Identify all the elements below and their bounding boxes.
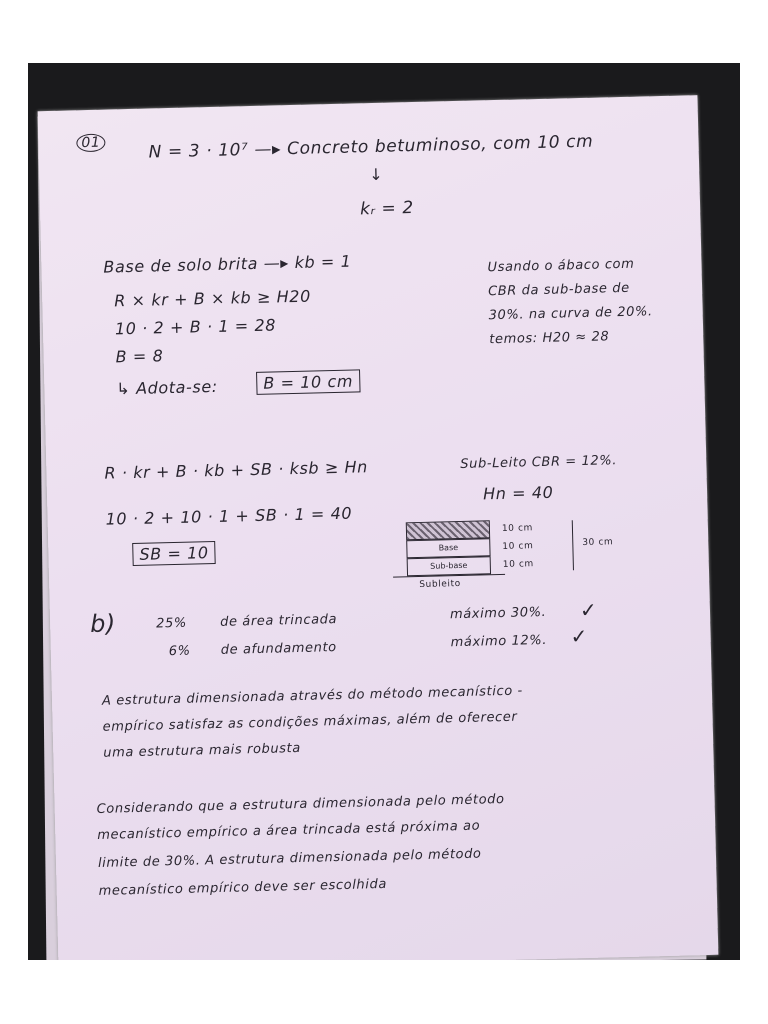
note-line-4: temos: H20 ≈ 28 <box>489 329 610 348</box>
paragraph1-line3: uma estrutura mais robusta <box>103 740 302 761</box>
note-line-2: CBR da sub-base de <box>487 280 630 300</box>
down-arrow: ↓ <box>369 164 384 185</box>
sb-value: SB = 10 <box>132 541 216 566</box>
row2-check: ✓ <box>570 623 589 649</box>
paragraph2-line4: mecanístico empírico deve ser escolhida <box>98 876 388 899</box>
equation-3: B = 8 <box>115 346 164 367</box>
pavement-diagram <box>406 516 648 612</box>
part-b-label: b) <box>89 609 117 639</box>
header-formula: N = 3 · 10⁷ —▸ Concreto betuminoso, com 10 cm <box>148 131 594 163</box>
equation-4: R · kr + B · kb + SB · ksb ≥ Hn <box>104 457 369 483</box>
note-line-3: 30%. na curva de 20%. <box>488 304 653 324</box>
subleito-label: Subleito <box>419 578 461 591</box>
equation-5: 10 · 2 + 10 · 1 + SB · 1 = 40 <box>105 503 353 529</box>
total-thickness: 30 cm <box>582 537 614 549</box>
row1-value: 25% <box>155 615 188 632</box>
diagram-layer-subbase: Sub-base <box>407 556 491 576</box>
subleito-cbr: Sub-Leito CBR = 12%. <box>460 453 618 472</box>
paragraph2-line1: Considerando que a estrutura dimensionada pelo método <box>96 791 505 817</box>
problem-number: 01 <box>76 134 105 153</box>
thickness-2: 10 cm <box>502 541 534 552</box>
paragraph1-line2: empírico satisfaz as condições máximas, além de oferecer <box>102 709 518 735</box>
adopt-prefix: ↳ Adota-se: <box>116 376 219 399</box>
total-bracket <box>572 520 574 570</box>
row2-desc: de afundamento <box>220 640 337 658</box>
thickness-1: 10 cm <box>501 523 534 534</box>
row2-limit: máximo 12%. <box>450 632 548 651</box>
row1-desc: de área trincada <box>219 612 338 630</box>
diagram-layer-base: Base <box>406 538 490 558</box>
paragraph1-line1: A estrutura dimensionada através do método mecanístico - <box>101 683 524 709</box>
kr-value: kᵣ = 2 <box>359 198 415 220</box>
handwritten-sheet <box>38 95 719 960</box>
hn-value: Hn = 40 <box>482 482 554 504</box>
note-line-1: Usando o ábaco com <box>487 256 635 276</box>
paragraph2-line3: limite de 30%. A estrutura dimensionada pelo método <box>97 846 482 871</box>
row1-check: ✓ <box>579 597 598 623</box>
equation-2: 10 · 2 + B · 1 = 28 <box>114 315 277 339</box>
photo-background <box>28 63 740 960</box>
paragraph2-line2: mecanístico empírico a área trincada está próxima ao <box>97 818 481 843</box>
base-line: Base de solo brita —▸ kb = 1 <box>103 251 352 277</box>
row2-value: 6% <box>168 643 191 660</box>
row1-limit: máximo 30%. <box>449 604 547 623</box>
thickness-3: 10 cm <box>502 559 534 570</box>
equation-1: R × kr + B × kb ≥ H20 <box>114 286 312 311</box>
diagram-layer-asphalt <box>406 520 490 540</box>
adopt-value: B = 10 cm <box>256 369 360 395</box>
